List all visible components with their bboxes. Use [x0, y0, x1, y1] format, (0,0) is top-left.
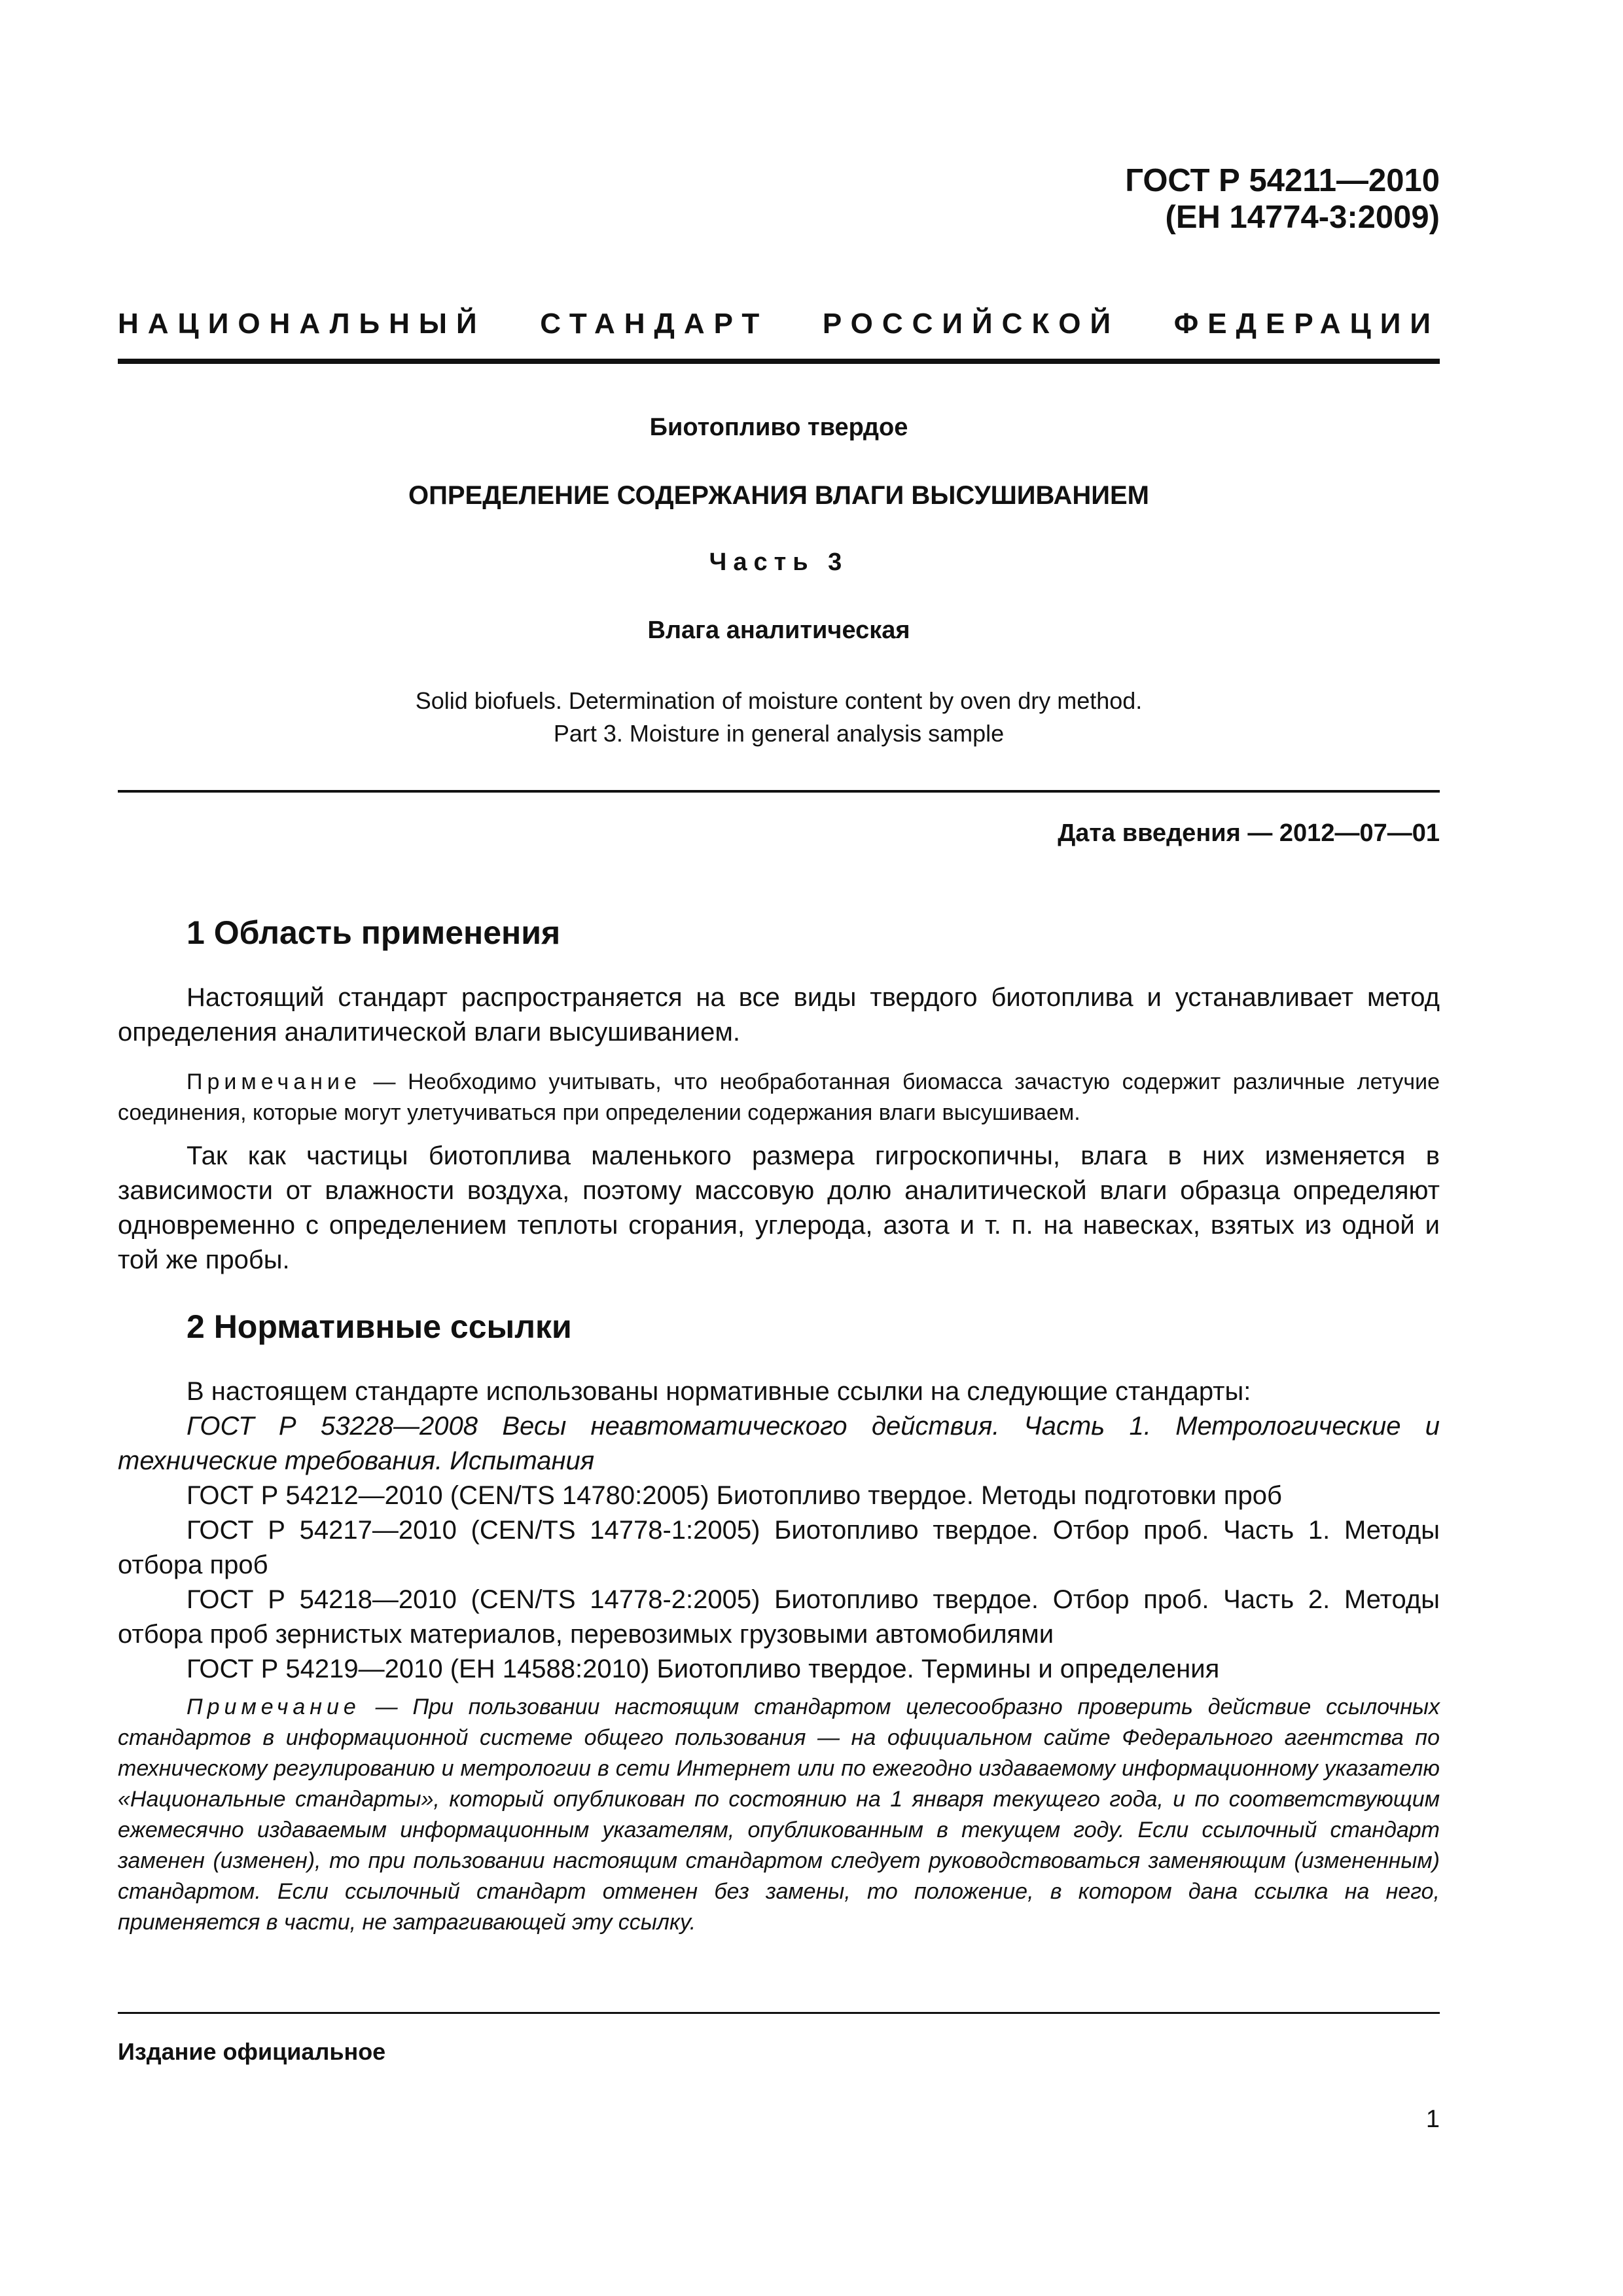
note-text: — Необходимо учитывать, что необработанная биомасса зачастую содержит различные летучие соединения, которые могут улетучиваться при определении содержания влаги высушиваем. [118, 1069, 1440, 1125]
banner-word: НАЦИОНАЛЬНЫЙ [118, 308, 486, 340]
intro-date: Дата введения — 2012—07—01 [1058, 819, 1440, 847]
reference-item: ГОСТ Р 53228—2008 Весы неавтоматического действия. Часть 1. Метрологические и технические требования. Испытания [118, 1412, 1440, 1475]
note-label: Примечание [187, 1695, 361, 1719]
english-title-1: Solid biofuels. Determination of moisture content by oven dry method. [415, 687, 1143, 714]
official-edition-label: Издание официальное [118, 2038, 386, 2065]
section-2-intro: В настоящем стандарте использованы нормативные ссылки на следующие стандарты: [187, 1377, 1251, 1406]
banner-word: РОССИЙСКОЙ [822, 308, 1120, 340]
title-subtitle: Влага аналитическая [647, 617, 910, 644]
section-1-heading: 1 Область применения [187, 914, 561, 951]
footer-rule [118, 2012, 1440, 2014]
banner-word: ФЕДЕРАЦИИ [1173, 308, 1440, 340]
banner-word: СТАНДАРТ [540, 308, 769, 340]
note-label: Примечание [187, 1069, 361, 1094]
national-standard-banner [118, 308, 1440, 340]
section-1-paragraph-1: Настоящий стандарт распространяется на все виды твердого биотоплива и устанавливает метод определения аналитической влаги высушиванием. [118, 983, 1440, 1047]
title-line-1: Биотопливо твердое [649, 414, 908, 441]
english-title-2: Part 3. Moisture in general analysis sample [553, 720, 1005, 747]
section-1-paragraph-2: Так как частицы биотоплива маленького размера гигроскопичны, влага в них изменяется в зависимости от влажности воздуха, поэтому массовую долю аналитической влаги образца определяют одновременно с определением теплоты сгорания, углерода, азота и т. п. на навесках, взятых из одной и той же пробы. [118, 1141, 1440, 1274]
title-part: Часть 3 [709, 548, 849, 576]
standard-equivalent: (ЕН 14774-3:2009) [1165, 200, 1440, 235]
reference-item: ГОСТ Р 54219—2010 (ЕН 14588:2010) Биотопливо твердое. Термины и определения [187, 1655, 1220, 1683]
header-rule [118, 359, 1440, 364]
title-rule [118, 790, 1440, 793]
title-line-2: ОПРЕДЕЛЕНИЕ СОДЕРЖАНИЯ ВЛАГИ ВЫСУШИВАНИЕМ [408, 481, 1149, 510]
section-2-heading: 2 Нормативные ссылки [187, 1308, 572, 1345]
section-1-note [118, 1067, 1440, 1128]
reference-item: ГОСТ Р 54218—2010 (CEN/TS 14778-2:2005) Биотопливо твердое. Отбор проб. Часть 2. Методы отбора проб зернистых материалов, перевозимых грузовыми автомобилями [118, 1585, 1440, 1649]
note-text: — При пользовании настоящим стандартом целесообразно проверить действие ссылочных стандартов в информационной системе общего пользования — на официальном сайте Федерального агентства по техническому регулированию и метрологии в сети Интернет или по ежегодно издаваемому информационному указателю «Национальные стандарты», который опубликован по состоянию на 1 января текущего года, и по соответствующим ежемесячно издаваемым информационным указателям, опубликованным в текущем году. Если ссылочный стандарт заменен (изменен), то при пользовании настоящим стандартом следует руководствоваться заменяющим (измененным) стандартом. Если ссылочный стандарт отменен без замены, то положение, в котором дана ссылка на него, применяется в части, не затрагивающей эту ссылку. [118, 1695, 1440, 1935]
reference-item: ГОСТ Р 54217—2010 (CEN/TS 14778-1:2005) Биотопливо твердое. Отбор проб. Часть 1. Методы отбора проб [118, 1516, 1440, 1579]
section-2-note [118, 1692, 1440, 1938]
page-number: 1 [1425, 2106, 1440, 2133]
standard-number: ГОСТ Р 54211—2010 [1125, 163, 1440, 198]
reference-item: ГОСТ Р 54212—2010 (CEN/TS 14780:2005) Биотопливо твердое. Методы подготовки проб [187, 1481, 1282, 1510]
